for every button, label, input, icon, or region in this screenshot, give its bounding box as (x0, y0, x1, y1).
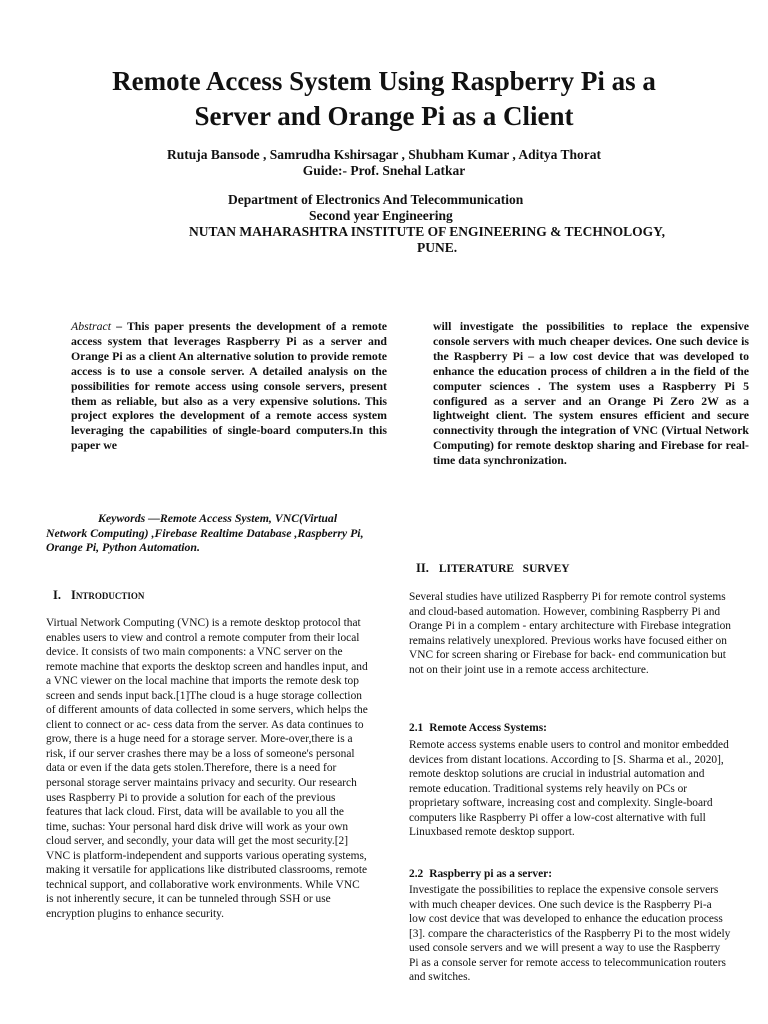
keywords: Keywords —Remote Access System, VNC(Virtual Network Computing) ,Firebase Realtime Database ,Raspberry Pi, Orange Pi, Python Automation. (46, 511, 364, 555)
subsection-2-1-number: 2.1 (409, 722, 424, 734)
literature-body: Several studies have utilized Raspberry Pi for remote control systems and cloud-based automation. However, combining Raspberry Pi and Orange Pi in a complem - entary architecture with Firebase integration remains relatively unexplored. Previous works have focused either on VNC for screen sharing or Firebase for back- end communication but not on their joint use in a remote access architecture. (409, 591, 731, 676)
author-block (0, 147, 768, 179)
subsection-2-1-title: Remote Access Systems: (429, 722, 547, 734)
paper-title-line-2: Server and Orange Pi as a Client (194, 101, 574, 131)
study-year: Second year Engineering (309, 208, 453, 223)
subsection-2-1-heading (409, 722, 739, 734)
literature-heading (416, 560, 570, 577)
subsection-2-2-heading (409, 868, 739, 880)
introduction-body: Virtual Network Computing (VNC) is a remote desktop protocol that enables users to view and control a remote computer from their local device. It consists of two main components: a VNC server on the remote machine that exports the desktop screen and handles input, and a VNC viewer on the local machine that imports the remote desk top screen and sends input back.[1]The cloud is a huge storage collection of different amounts of data collected in some servers, which helps the client to connect or ac- cess data from the server. As data continues to grow, there is a huge need for a storage server. More-over,there is a risk, if our server crashes there may be a loss of someone's personal data or even if the data gets stolen.Therefore, there is a need for personal storage server maintains privacy and security. Our research uses Raspberry Pi to provide a solution for each of the previous features that lack cloud. First, data will be available to you all the time, suchas: Your personal hard disk drive will work as your own cloud server, and secondly, your data will get the most security.[2] VNC is platform-independent and supports various operating systems, making it versatile for applications like distributed classrooms, remote technical support, and collaborative work environments. While VNC is not inherently secure, it can be tunneled through SSH or use encryption plugins to enhance security. (46, 617, 368, 920)
literature-number: II. (416, 561, 429, 575)
paper-title-line-1: Remote Access System Using Raspberry Pi as a (112, 66, 656, 96)
introduction-title: Introduction (71, 588, 145, 602)
author-names: Rutuja Bansode , Samrudha Kshirsagar , Shubham Kumar , Aditya Thorat (167, 147, 601, 162)
subsection-2-2-number: 2.2 (409, 868, 424, 880)
department-name: Department of Electronics And Telecommunication (228, 192, 524, 207)
abstract-text-left: This paper presents the development of a remote access system that leverages Raspberry Pi as a server and Orange Pi as a client An alternative solution to provide remote access is to use a console server. A detailed analysis on the possibilities for remote access using console servers, present them as reliable, but also as a very expensive solutions. This project explores the development of a remote access system leveraging the capabilities of single-board computers.In this paper we (71, 319, 387, 453)
introduction-number: I. (53, 588, 61, 602)
abstract-text-right: will investigate the possibilities to replace the expensive console servers with much cheaper devices. One such device is the Raspberry Pi – a low cost device that was developed to enhance the education process of children a in the field of the computer sciences . The system uses a Raspberry Pi 5 configured as a server and an Orange Pi Zero 2W as a lightweight client. The system ensures efficient and secure connectivity through the integration of VNC (Virtual Network Computing) for remote desktop sharing and Firebase for real-time data synchronization. (433, 319, 749, 468)
abstract-left-column (71, 319, 387, 453)
introduction-heading (53, 587, 144, 603)
abstract-right-column (433, 319, 749, 468)
subsection-2-2-title: Raspberry pi as a server: (429, 868, 552, 880)
abstract-label: Abstract (71, 319, 111, 333)
subsection-2-2-body: Investigate the possibilities to replace the expensive console servers with much cheaper devices. One such device is the Raspberry Pi-a low cost device that was developed to enhance the education process [3]. compare the characteristics of the Raspberry Pi to the most widely used console servers and we will present a way to use the Raspberry Pi as a console server for remote access to telecommunication routers and switches. (409, 884, 731, 984)
paper-title (0, 64, 768, 134)
affiliation-block (0, 192, 768, 256)
abstract-dash: – (110, 319, 127, 333)
literature-title: LITERATURE SURVEY (438, 563, 570, 575)
guide-name: Guide:- Prof. Snehal Latkar (302, 163, 466, 178)
institute-name: NUTAN MAHARASHTRA INSTITUTE OF ENGINEERING & TECHNOLOGY, (189, 224, 665, 239)
institute-city: PUNE. (417, 240, 458, 255)
subsection-2-1-body: Remote access systems enable users to control and monitor embedded devices from distant locations. According to [S. Sharma et al., 2020], remote desktop solutions are crucial in industrial automation and remote education. Traditional systems rely heavily on PCs or proprietary software, increasing cost and complexity. Single-board computers like Raspberry Pi offer a low-cost alternative with full Linuxbased remote desktop support. (409, 739, 729, 839)
